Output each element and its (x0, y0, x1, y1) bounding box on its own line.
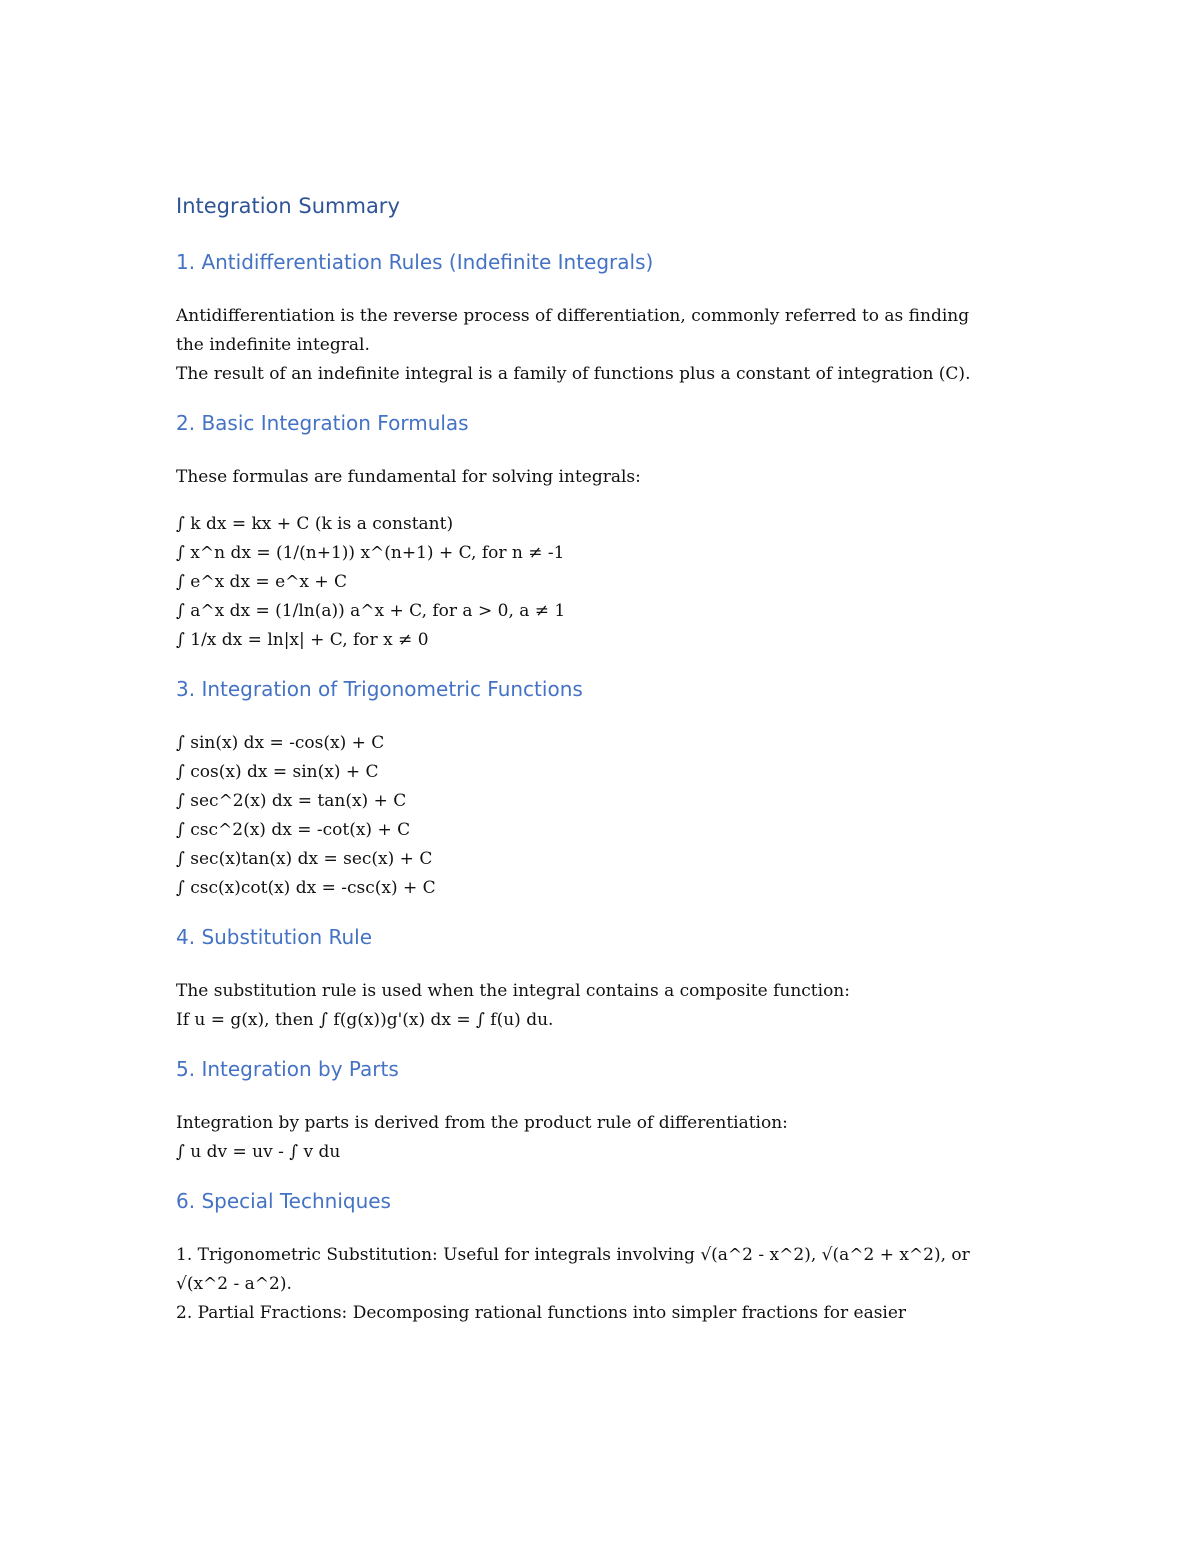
formula-line: ∫ csc^2(x) dx = -cot(x) + C (176, 820, 411, 840)
paragraph-line: If u = g(x), then ∫ f(g(x))g'(x) dx = ∫ f(u) du. (176, 1010, 554, 1030)
section-heading: 4. Substitution Rule (176, 925, 373, 949)
section-substitution (176, 921, 1056, 1035)
paragraph-line: 2. Partial Fractions: Decomposing rational functions into simpler fractions for easier (176, 1303, 907, 1323)
section-paragraph (176, 1109, 1056, 1167)
formula-line: ∫ sec^2(x) dx = tan(x) + C (176, 791, 407, 811)
section-heading: 2. Basic Integration Formulas (176, 411, 469, 435)
formula-line: ∫ k dx = kx + C (k is a constant) (176, 514, 454, 534)
section-paragraph (176, 977, 1056, 1035)
formula-line: ∫ e^x dx = e^x + C (176, 572, 348, 592)
paragraph-line: The result of an indefinite integral is a family of functions plus a constant of integration (C). (176, 364, 971, 384)
section-special-techniques (176, 1185, 1056, 1328)
section-paragraph (176, 302, 1056, 389)
formula-line: ∫ cos(x) dx = sin(x) + C (176, 762, 379, 782)
section-trigonometric (176, 673, 1056, 903)
section-heading: 1. Antidifferentiation Rules (Indefinite Integrals) (176, 250, 654, 274)
formula-line: ∫ csc(x)cot(x) dx = -csc(x) + C (176, 878, 436, 898)
document-page (176, 190, 1056, 1346)
formula-line: ∫ sec(x)tan(x) dx = sec(x) + C (176, 849, 433, 869)
paragraph-line: ∫ u dv = uv - ∫ v du (176, 1142, 341, 1162)
formula-list (176, 510, 1056, 655)
formula-line: ∫ sin(x) dx = -cos(x) + C (176, 733, 385, 753)
paragraph-line: √(x^2 - a^2). (176, 1274, 292, 1294)
section-heading: 5. Integration by Parts (176, 1057, 399, 1081)
section-basic-formulas (176, 407, 1056, 655)
section-integration-by-parts (176, 1053, 1056, 1167)
section-paragraph (176, 1241, 1056, 1328)
paragraph-line: Antidifferentiation is the reverse process of differentiation, commonly referred to as finding (176, 306, 970, 326)
section-heading: 6. Special Techniques (176, 1189, 391, 1213)
formula-line: ∫ x^n dx = (1/(n+1)) x^(n+1) + C, for n ≠ -1 (176, 543, 565, 563)
paragraph-line: The substitution rule is used when the integral contains a composite function: (176, 981, 850, 1001)
paragraph-line: Integration by parts is derived from the product rule of differentiation: (176, 1113, 788, 1133)
paragraph-line: the indefinite integral. (176, 335, 370, 355)
section-antidifferentiation (176, 246, 1056, 389)
formula-line: ∫ a^x dx = (1/ln(a)) a^x + C, for a > 0, a ≠ 1 (176, 601, 566, 621)
paragraph-line: 1. Trigonometric Substitution: Useful for integrals involving √(a^2 - x^2), √(a^2 + x^2), or (176, 1245, 970, 1265)
section-intro: These formulas are fundamental for solving integrals: (176, 467, 641, 487)
formula-line: ∫ 1/x dx = ln|x| + C, for x ≠ 0 (176, 630, 429, 650)
document-title: Integration Summary (176, 194, 400, 218)
section-heading: 3. Integration of Trigonometric Functions (176, 677, 583, 701)
formula-list (176, 729, 1056, 903)
